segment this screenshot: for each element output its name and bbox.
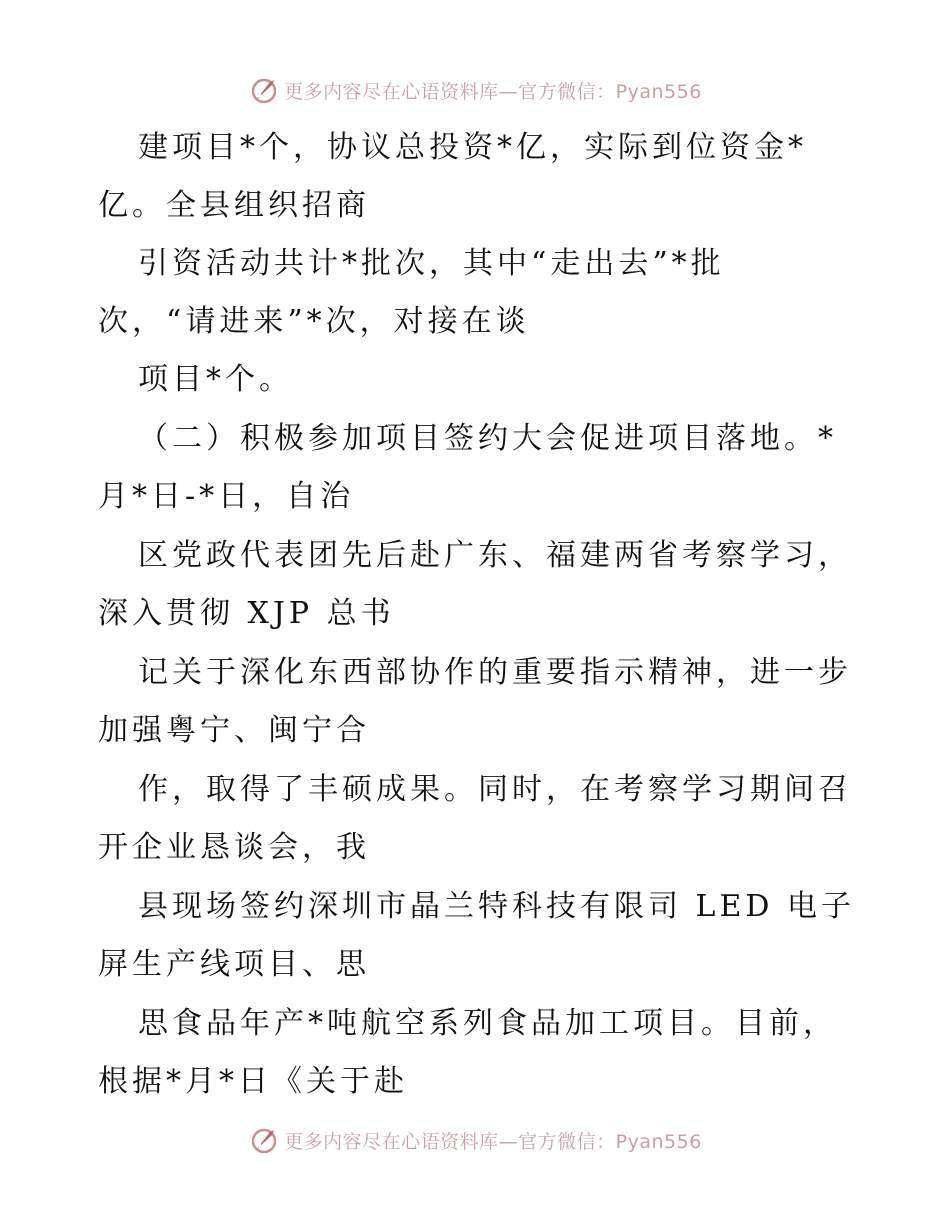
text-line: 亿。全县组织招商 [98, 188, 370, 223]
text-line: 次，“请进来”*次，对接在谈 [98, 304, 530, 339]
text-line: 根据*月*日《关于赴 [98, 1064, 408, 1099]
text-line: 思食品年产*吨航空系列食品加工项目。目前， [138, 1006, 837, 1041]
text-line: 作，取得了丰硕成果。同时，在考察学习期间召 [138, 772, 852, 807]
watermark-text: 更多内容尽在心语资料库—官方微信：Pyan556 [284, 1130, 702, 1153]
watermark-footer [0, 1120, 950, 1160]
watermark-text: 更多内容尽在心语资料库—官方微信：Pyan556 [284, 80, 702, 103]
text-line: 区党政代表团先后赴广东、福建两省考察学习， [138, 538, 852, 573]
watermark-header [0, 70, 950, 110]
text-line: 加强粤宁、闽宁合 [98, 713, 370, 748]
text-line: 记关于深化东西部协作的重要指示精神，进一步 [138, 655, 852, 690]
text-line: 屏生产线项目、思 [98, 947, 370, 982]
text-line: 深入贯彻 XJP 总书 [98, 596, 395, 631]
text-line: 引资活动共计*批次，其中“走出去”*批 [138, 246, 725, 281]
quill-logo-icon [248, 74, 280, 106]
text-line: 项目*个。 [138, 362, 293, 397]
text-line: 开企业恳谈会，我 [98, 830, 370, 865]
text-line: （二）积极参加项目签约大会促进项目落地。* [138, 421, 837, 456]
quill-logo-icon [248, 1124, 280, 1156]
text-line: 月*日-*日，自治 [98, 479, 355, 514]
text-line: 建项目*个，协议总投资*亿，实际到位资金* [138, 130, 807, 165]
text-line: 县现场签约深圳市晶兰特科技有限司 LED 电子 [138, 889, 855, 924]
